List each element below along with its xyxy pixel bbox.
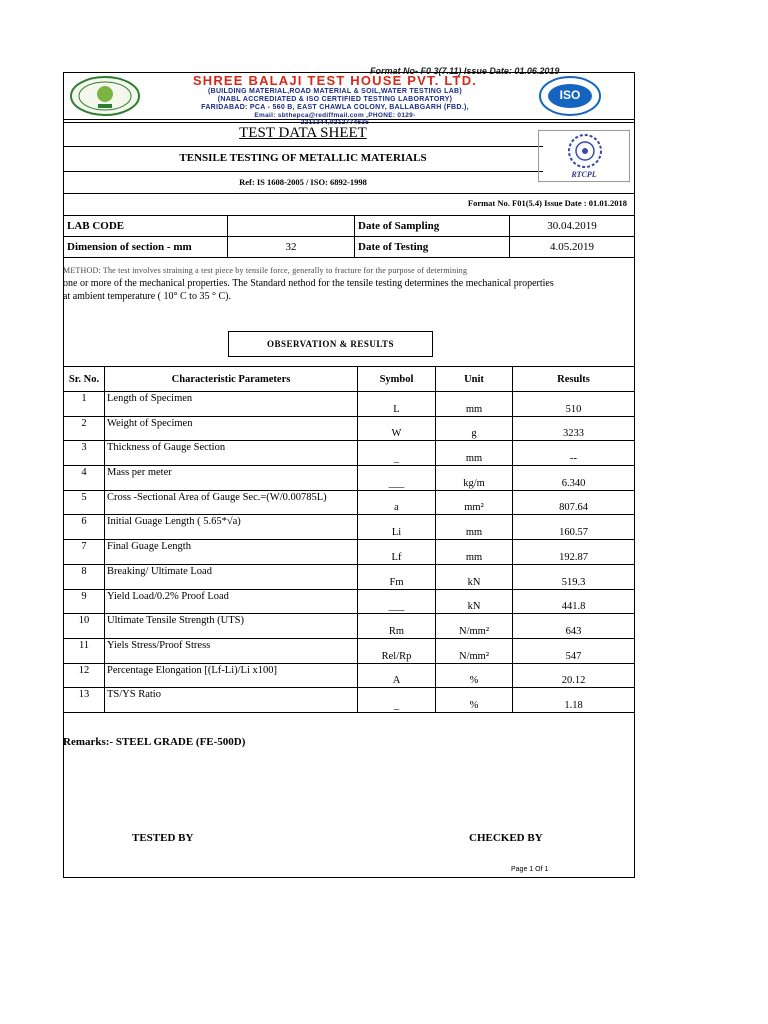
row-sr-no: 12 [64,663,105,688]
info-table [63,215,635,258]
row-sr-no: 9 [64,589,105,614]
header-sr-no: Sr. No. [64,367,105,392]
top-format-number: Format No- F0 3(7.11) Issue Date: 01.06.2019 [370,66,560,76]
tested-by: TESTED BY [132,832,194,844]
row-unit: mm [436,515,513,540]
header-results: Results [513,367,635,392]
observation-title: OBSERVATION & RESULTS [228,331,433,357]
table-row [64,638,635,663]
lab-emblem-icon [68,75,142,117]
row-symbol: ___ [358,466,436,491]
row-parameter: Ultimate Tensile Strength (UTS) [105,614,358,639]
row-unit: mm [436,441,513,466]
row-unit: mm² [436,490,513,515]
company-line-1: (BUILDING MATERIAL,ROAD MATERIAL & SOIL,WATER TESTING LAB) [207,88,463,95]
row-sr-no: 7 [64,540,105,565]
sampling-date-label: Date of Sampling [355,216,510,237]
row-unit: N/mm² [436,614,513,639]
lab-code-label: LAB CODE [64,216,228,237]
table-row [64,589,635,614]
iso-label: ISO [559,88,581,102]
header-unit: Unit [436,367,513,392]
row-result: 441.8 [513,589,635,614]
testing-date-value: 4.05.2019 [510,237,635,258]
row-parameter: Initial Guage Length ( 5.65*√a) [105,515,358,540]
method-line-1: METHOD: The test involves straining a test piece by tensile force, generally to fracture for the purpose of determining [63,266,468,275]
row-symbol: Fm [358,564,436,589]
page-number: Page 1 Of 1 [511,866,549,873]
info-row-2 [64,237,635,258]
standard-reference: Ref: IS 1608-2005 / ISO: 6892-1998 [239,177,367,187]
dimension-label: Dimension of section - mm [64,237,228,258]
table-row [64,663,635,688]
format-number: Format No. F01(5.4) Issue Date : 01.01.2018 [467,198,627,208]
row-sr-no: 4 [64,466,105,491]
row-unit: % [436,688,513,713]
table-row [64,490,635,515]
row-sr-no: 11 [64,638,105,663]
row-result: 643 [513,614,635,639]
table-row [64,614,635,639]
table-row [64,515,635,540]
header-parameter: Characteristic Parameters [105,367,358,392]
rtcpl-logo [538,130,630,182]
info-row-1 [64,216,635,237]
row-result: 3233 [513,416,635,441]
row-symbol: _ [358,441,436,466]
results-table [63,366,635,713]
table-row [64,441,635,466]
row-unit: kN [436,564,513,589]
row-sr-no: 13 [64,688,105,713]
row-parameter: Cross -Sectional Area of Gauge Sec.=(W/0.00785L) [105,490,358,515]
row-parameter: TS/YS Ratio [105,688,358,713]
row-symbol: Lf [358,540,436,565]
results-body [64,392,635,713]
results-header-row [64,367,635,392]
row-symbol: W [358,416,436,441]
row-unit: kN [436,589,513,614]
bottom-border [63,877,635,878]
document-subtitle: TENSILE TESTING OF METALLIC MATERIALS [179,152,427,164]
row-sr-no: 2 [64,416,105,441]
row-symbol: _ [358,688,436,713]
row-symbol: Li [358,515,436,540]
table-row [64,416,635,441]
row-sr-no: 10 [64,614,105,639]
row-symbol: A [358,663,436,688]
header-symbol: Symbol [358,367,436,392]
testing-date-label: Date of Testing [355,237,510,258]
row-symbol: Rel/Rp [358,638,436,663]
row-sr-no: 3 [64,441,105,466]
table-row [64,392,635,417]
row-result: 20.12 [513,663,635,688]
table-row [64,688,635,713]
row-sr-no: 8 [64,564,105,589]
row-result: 807.64 [513,490,635,515]
document-title: TEST DATA SHEET [239,125,367,141]
company-line-4: Email: sbthepca@rediffmail.com ,PHONE: 0129- [254,112,416,119]
row-result: 6.340 [513,466,635,491]
row-unit: % [436,663,513,688]
row-symbol: ___ [358,589,436,614]
row-parameter: Percentage Elongation [(Lf-Li)/Li x100] [105,663,358,688]
row-unit: mm [436,392,513,417]
company-logo [68,75,142,122]
rtcpl-emblem-icon [540,132,630,172]
company-line-3: FARIDABAD: PCA - 560 B, EAST CHAWLA COLONY, BALLABGARH (FBD.), [201,104,469,111]
method-line-2: one or more of the mechanical properties. The Standard nethod for the tensile testing determines the mechanical properties [63,278,554,289]
row-parameter: Thickness of Gauge Section [105,441,358,466]
row-parameter: Length of Specimen [105,392,358,417]
row-parameter: Mass per meter [105,466,358,491]
row-unit: g [436,416,513,441]
company-line-2: (NABL ACCREDIATED & ISO CERTIFIED TESTING LABORATORY) [217,96,453,103]
table-row [64,564,635,589]
checked-by: CHECKED BY [469,832,543,844]
row-sr-no: 1 [64,392,105,417]
row-parameter: Yiels Stress/Proof Stress [105,638,358,663]
remarks: Remarks:- STEEL GRADE (FE-500D) [63,736,246,748]
method-description [63,264,635,303]
dimension-value: 32 [228,237,355,258]
row-result: 547 [513,638,635,663]
row-result: -- [513,441,635,466]
lab-code-value [228,216,355,237]
table-row [64,466,635,491]
title-divider-2 [63,171,543,172]
rtcpl-label: RTCPL [571,170,597,179]
sampling-date-value: 30.04.2019 [510,216,635,237]
table-row [64,540,635,565]
row-result: 510 [513,392,635,417]
row-result: 1.18 [513,688,635,713]
row-parameter: Weight of Specimen [105,416,358,441]
row-result: 160.57 [513,515,635,540]
row-symbol: L [358,392,436,417]
method-line-3: at ambient temperature ( 10° C to 35 ° C). [63,291,231,302]
row-symbol: Rm [358,614,436,639]
row-unit: mm [436,540,513,565]
row-symbol: a [358,490,436,515]
row-result: 192.87 [513,540,635,565]
row-result: 519.3 [513,564,635,589]
row-unit: N/mm² [436,638,513,663]
company-name: SHREE BALAJI TEST HOUSE PVT. LTD. [192,73,478,88]
company-line-5: 2211344,9212774635 [300,119,370,126]
row-parameter: Yield Load/0.2% Proof Load [105,589,358,614]
row-parameter: Final Guage Length [105,540,358,565]
row-parameter: Breaking/ Ultimate Load [105,564,358,589]
row-sr-no: 5 [64,490,105,515]
title-divider-1 [63,146,543,147]
iso-badge [538,75,602,117]
row-sr-no: 6 [64,515,105,540]
row-unit: kg/m [436,466,513,491]
